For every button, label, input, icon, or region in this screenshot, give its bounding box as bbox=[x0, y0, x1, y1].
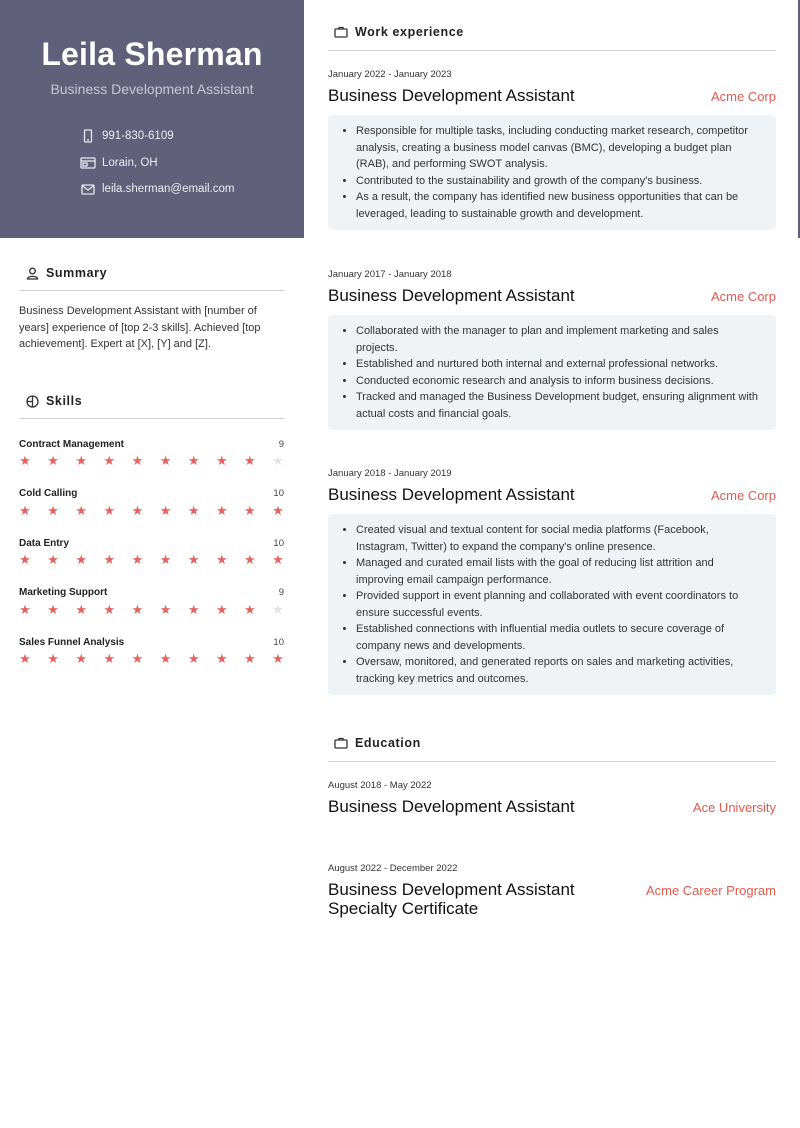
candidate-name: Leila Sherman bbox=[41, 36, 263, 72]
job-bullet: • Created visual and textual content for social media platforms (Facebook, Instagram, Twitter) to expand the company's online presence. bbox=[356, 522, 762, 555]
job-bullets bbox=[328, 514, 776, 695]
phone-text: 991-830-6109 bbox=[102, 130, 174, 143]
home-icon bbox=[76, 157, 100, 169]
job-bullets bbox=[328, 115, 776, 230]
star-filled-icon: ★ bbox=[75, 552, 88, 567]
star-filled-icon: ★ bbox=[159, 453, 172, 468]
skill-name: Sales Funnel Analysis bbox=[19, 636, 125, 648]
star-filled-icon: ★ bbox=[103, 601, 116, 617]
education-school: Acme Career Program bbox=[645, 883, 776, 898]
education-title-text: Business Development Assistant bbox=[328, 797, 575, 816]
job-entry bbox=[328, 69, 776, 230]
star-filled-icon: ★ bbox=[244, 601, 256, 617]
user-icon bbox=[19, 267, 45, 280]
job-bullet: • Contributed to the sustainability and growth of the company's business. bbox=[356, 173, 762, 190]
star-filled-icon: ★ bbox=[103, 502, 116, 518]
star-filled-icon: ★ bbox=[187, 601, 200, 617]
briefcase-icon bbox=[328, 26, 354, 38]
skill-name: Cold Calling bbox=[19, 488, 78, 499]
job-entry bbox=[328, 269, 776, 430]
job-bullet: • Provided support in event planning and collaborated with event coordinators to ensure successful events. bbox=[356, 588, 762, 621]
job-company: Acme Corp bbox=[710, 89, 776, 104]
star-filled-icon: ★ bbox=[19, 552, 31, 567]
job-bullet: • Responsible for multiple tasks, including conducting market research, competitor analysis, creating a business model canvas (BMC), developing a budget plan (RAB), and performing SWOT analysis. bbox=[356, 123, 762, 173]
job-company: Acme Corp bbox=[710, 289, 776, 304]
education-entry bbox=[328, 863, 776, 918]
star-filled-icon: ★ bbox=[19, 502, 31, 518]
star-empty-icon: ★ bbox=[272, 601, 284, 617]
star-filled-icon: ★ bbox=[19, 651, 31, 666]
star-filled-icon: ★ bbox=[159, 552, 172, 567]
job-bullet: • Managed and curated email lists with the goal of reducing list attrition and improving email campaign performance. bbox=[356, 555, 762, 588]
star-filled-icon: ★ bbox=[47, 453, 59, 468]
star-filled-icon: ★ bbox=[103, 651, 116, 666]
star-filled-icon: ★ bbox=[19, 601, 31, 617]
education-dates: August 2022 - December 2022 bbox=[328, 863, 458, 874]
phone-icon bbox=[76, 129, 100, 143]
skills-heading bbox=[19, 390, 285, 419]
summary-title: Summary bbox=[46, 266, 108, 280]
skill-rating bbox=[19, 651, 285, 666]
education-dates: August 2018 - May 2022 bbox=[328, 780, 432, 791]
work-heading bbox=[328, 21, 776, 51]
star-filled-icon: ★ bbox=[47, 502, 59, 518]
job-title: Business Development Assistant bbox=[328, 286, 575, 305]
star-filled-icon: ★ bbox=[272, 552, 284, 567]
skill-level: 10 bbox=[273, 636, 284, 648]
star-filled-icon: ★ bbox=[244, 552, 256, 567]
job-bullet: • Collaborated with the manager to plan and implement marketing and sales projects. bbox=[356, 323, 762, 356]
star-filled-icon: ★ bbox=[215, 601, 228, 617]
star-filled-icon: ★ bbox=[103, 552, 116, 567]
star-filled-icon: ★ bbox=[159, 651, 172, 666]
star-filled-icon: ★ bbox=[159, 601, 172, 617]
skill-rating bbox=[19, 503, 285, 518]
skill-level: 10 bbox=[273, 537, 284, 549]
star-filled-icon: ★ bbox=[215, 552, 228, 567]
star-filled-icon: ★ bbox=[272, 651, 284, 666]
email-text: leila.sherman@email.com bbox=[102, 183, 235, 196]
job-dates: January 2017 - January 2018 bbox=[328, 269, 452, 280]
work-title: Work experience bbox=[355, 25, 464, 39]
skill-name: Data Entry bbox=[19, 537, 70, 549]
star-filled-icon: ★ bbox=[75, 502, 88, 518]
skill-name: Contract Management bbox=[19, 438, 125, 450]
profile-header bbox=[0, 0, 304, 238]
star-filled-icon: ★ bbox=[215, 651, 228, 666]
education-entry bbox=[328, 780, 776, 816]
star-filled-icon: ★ bbox=[47, 651, 59, 666]
star-filled-icon: ★ bbox=[131, 601, 144, 617]
star-filled-icon: ★ bbox=[131, 502, 144, 518]
star-filled-icon: ★ bbox=[75, 453, 88, 468]
job-company: Acme Corp bbox=[710, 488, 776, 503]
skill-item bbox=[19, 585, 285, 635]
contact-phone[interactable] bbox=[76, 123, 304, 150]
skill-item bbox=[19, 486, 285, 536]
skill-name: Marketing Support bbox=[19, 587, 108, 598]
education-title: Education bbox=[355, 736, 421, 750]
job-entry bbox=[328, 468, 776, 695]
contact-email[interactable] bbox=[76, 176, 304, 203]
skill-level: 10 bbox=[273, 488, 284, 499]
star-filled-icon: ★ bbox=[19, 453, 31, 468]
briefcase-icon bbox=[328, 737, 354, 749]
star-filled-icon: ★ bbox=[75, 651, 88, 666]
summary-heading bbox=[19, 262, 285, 291]
star-filled-icon: ★ bbox=[47, 552, 59, 567]
job-dates: January 2018 - January 2019 bbox=[328, 468, 452, 479]
skill-rating bbox=[19, 602, 285, 617]
job-dates: January 2022 - January 2023 bbox=[328, 69, 452, 80]
education-school: Ace University bbox=[692, 800, 776, 815]
contact-location bbox=[76, 150, 304, 177]
star-filled-icon: ★ bbox=[75, 601, 88, 617]
skill-rating bbox=[19, 453, 285, 468]
job-bullet: • Established connections with influential media outlets to secure coverage of company news and developments. bbox=[356, 621, 762, 654]
star-filled-icon: ★ bbox=[103, 453, 116, 468]
star-filled-icon: ★ bbox=[187, 651, 200, 666]
star-filled-icon: ★ bbox=[215, 453, 228, 468]
star-filled-icon: ★ bbox=[131, 552, 144, 567]
star-filled-icon: ★ bbox=[244, 651, 256, 666]
job-bullet: • As a result, the company has identified new business opportunities that can be leveraged, leading to sustainable growth and development. bbox=[356, 189, 762, 222]
job-bullet: • Conducted economic research and analysis to inform business decisions. bbox=[356, 373, 762, 390]
star-filled-icon: ★ bbox=[244, 453, 256, 468]
skills-icon bbox=[19, 395, 45, 408]
job-bullet: • Oversaw, monitored, and generated reports on sales and marketing activities, tracking key metrics and outcomes. bbox=[356, 654, 762, 687]
skill-rating bbox=[19, 552, 285, 567]
skills-section bbox=[19, 390, 285, 684]
location-text: Lorain, OH bbox=[102, 156, 158, 169]
job-bullets bbox=[328, 315, 776, 430]
skills-title: Skills bbox=[46, 394, 83, 408]
summary-text: Business Development Assistant with [number of years] experience of [top 2-3 skills]. Achieved [top achievement]. Expert at [X], [Y] and [Z]. bbox=[19, 305, 261, 350]
star-empty-icon: ★ bbox=[272, 453, 284, 468]
job-title: Business Development Assistant bbox=[328, 86, 575, 105]
skill-level: 9 bbox=[278, 438, 284, 450]
star-filled-icon: ★ bbox=[215, 502, 228, 518]
skill-item bbox=[19, 535, 285, 585]
contact-list bbox=[76, 123, 304, 203]
star-filled-icon: ★ bbox=[159, 502, 172, 518]
star-filled-icon: ★ bbox=[187, 502, 200, 518]
skills-list bbox=[19, 436, 285, 684]
star-filled-icon: ★ bbox=[47, 601, 59, 617]
skill-level: 9 bbox=[278, 587, 284, 598]
education-heading bbox=[328, 732, 776, 762]
star-filled-icon: ★ bbox=[131, 651, 144, 666]
job-title: Business Development Assistant bbox=[328, 485, 575, 504]
job-bullet: • Established and nurtured both internal and external professional networks. bbox=[356, 356, 762, 373]
star-filled-icon: ★ bbox=[131, 453, 144, 468]
star-filled-icon: ★ bbox=[187, 453, 200, 468]
star-filled-icon: ★ bbox=[187, 552, 200, 567]
star-filled-icon: ★ bbox=[244, 502, 256, 518]
job-bullet: • Tracked and managed the Business Development budget, ensuring alignment with actual costs and financial goals. bbox=[356, 389, 762, 422]
education-title-text: Business Development Assistant Specialty Certificate bbox=[328, 880, 575, 918]
mail-icon bbox=[76, 184, 100, 195]
skill-item bbox=[19, 634, 285, 684]
star-filled-icon: ★ bbox=[272, 502, 284, 518]
skill-item bbox=[19, 436, 285, 486]
candidate-role: Business Development Assistant bbox=[50, 81, 254, 97]
summary-section bbox=[19, 262, 285, 353]
